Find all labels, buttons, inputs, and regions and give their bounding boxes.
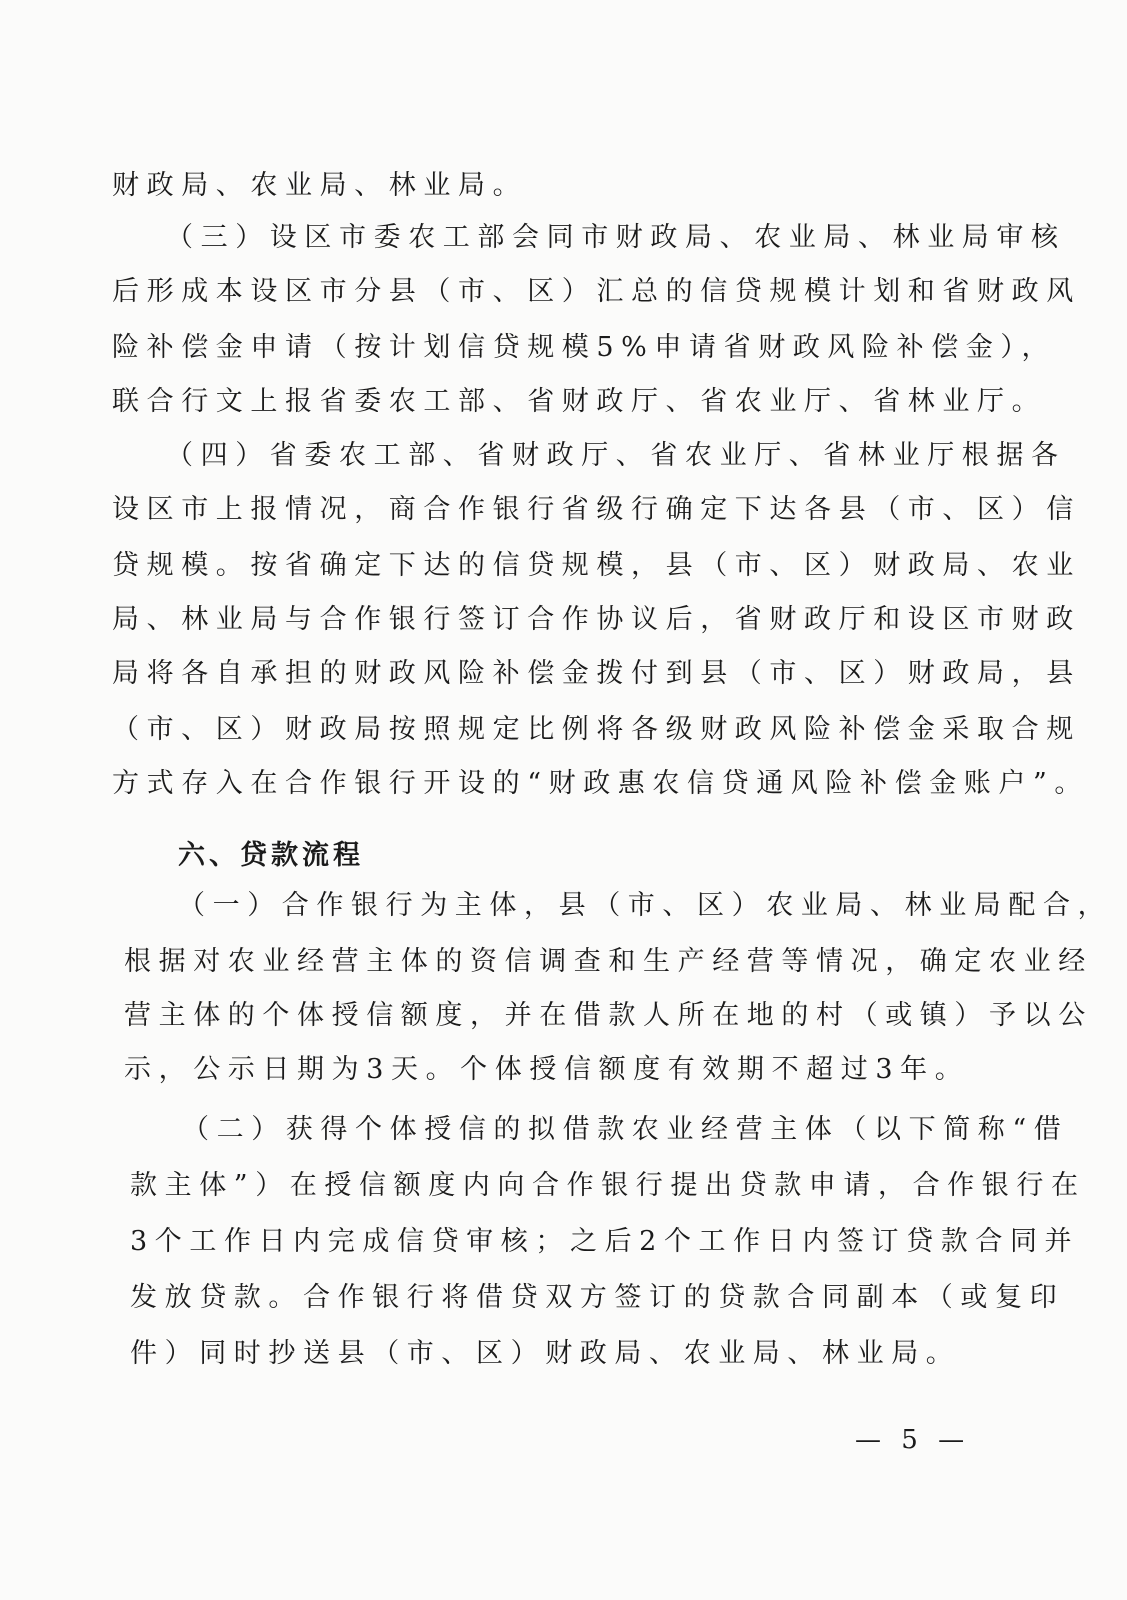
text-line: 件）同时抄送县（市、区）财政局、农业局、林业局。 <box>130 1338 961 1369</box>
text-line: 财政局、农业局、林业局。 <box>112 170 528 201</box>
text-line: 贷规模。按省确定下达的信贷规模，县（市、区）财政局、农业 <box>112 550 1081 581</box>
text-line: （二）获得个体授信的拟借款农业经营主体（以下简称“借 <box>182 1114 1069 1145</box>
text-line: （四）省委农工部、省财政厅、省农业厅、省林业厅根据各 <box>166 440 1066 471</box>
text-line: 3个工作日内完成信贷审核；之后2个工作日内签订贷款合同并 <box>130 1226 1080 1257</box>
text-line: （三）设区市委农工部会同市财政局、农业局、林业局审核 <box>166 222 1066 253</box>
section-heading: 六、贷款流程 <box>178 840 364 871</box>
text-line: 后形成本设区市分县（市、区）汇总的信贷规模计划和省财政风 <box>112 276 1081 307</box>
text-line: （一）合作银行为主体，县（市、区）农业局、林业局配合， <box>178 890 1113 921</box>
text-line: （市、区）财政局按照规定比例将各级财政风险补偿金采取合规 <box>112 714 1081 745</box>
text-line: 营主体的个体授信额度，并在借款人所在地的村（或镇）予以公 <box>124 1000 1093 1031</box>
text-line: 方式存入在合作银行开设的“财政惠农信贷通风险补偿金账户”。 <box>112 768 1090 799</box>
text-line: 险补偿金申请（按计划信贷规模5%申请省财政风险补偿金）， <box>112 332 1057 363</box>
text-line: 局、林业局与合作银行签订合作协议后，省财政厅和设区市财政 <box>112 604 1081 635</box>
text-line: 联合行文上报省委农工部、省财政厅、省农业厅、省林业厅。 <box>112 386 1047 417</box>
text-line: 根据对农业经营主体的资信调查和生产经营等情况，确定农业经 <box>124 946 1093 977</box>
text-line: 发放贷款。合作银行将借贷双方签订的贷款合同副本（或复印 <box>130 1282 1065 1313</box>
page-number: — 5 — <box>855 1425 971 1455</box>
text-line: 示，公示日期为3天。个体授信额度有效期不超过3年。 <box>124 1054 970 1085</box>
text-line: 设区市上报情况，商合作银行省级行确定下达各县（市、区）信 <box>112 494 1081 525</box>
text-line: 局将各自承担的财政风险补偿金拨付到县（市、区）财政局，县 <box>112 658 1081 689</box>
text-line: 款主体”）在授信额度内向合作银行提出贷款申请，合作银行在 <box>130 1170 1086 1201</box>
